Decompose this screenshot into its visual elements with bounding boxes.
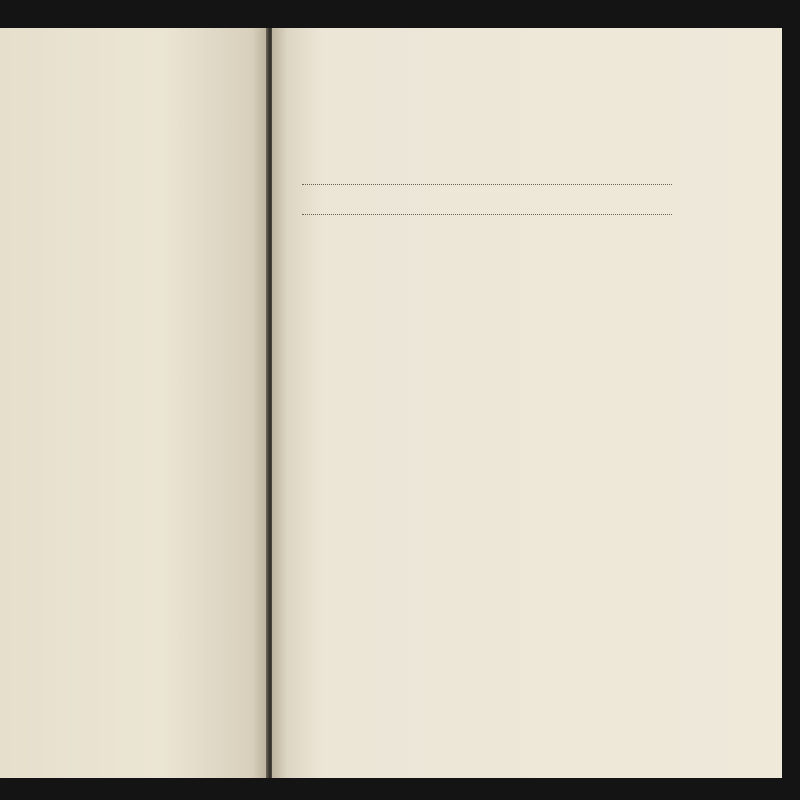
left-page bbox=[0, 28, 268, 778]
toc-entry-section-a bbox=[298, 204, 698, 218]
right-page bbox=[272, 28, 782, 778]
toc-entry-vorwort bbox=[298, 174, 698, 188]
leader-dots bbox=[302, 200, 672, 215]
leader-dots bbox=[302, 170, 672, 185]
